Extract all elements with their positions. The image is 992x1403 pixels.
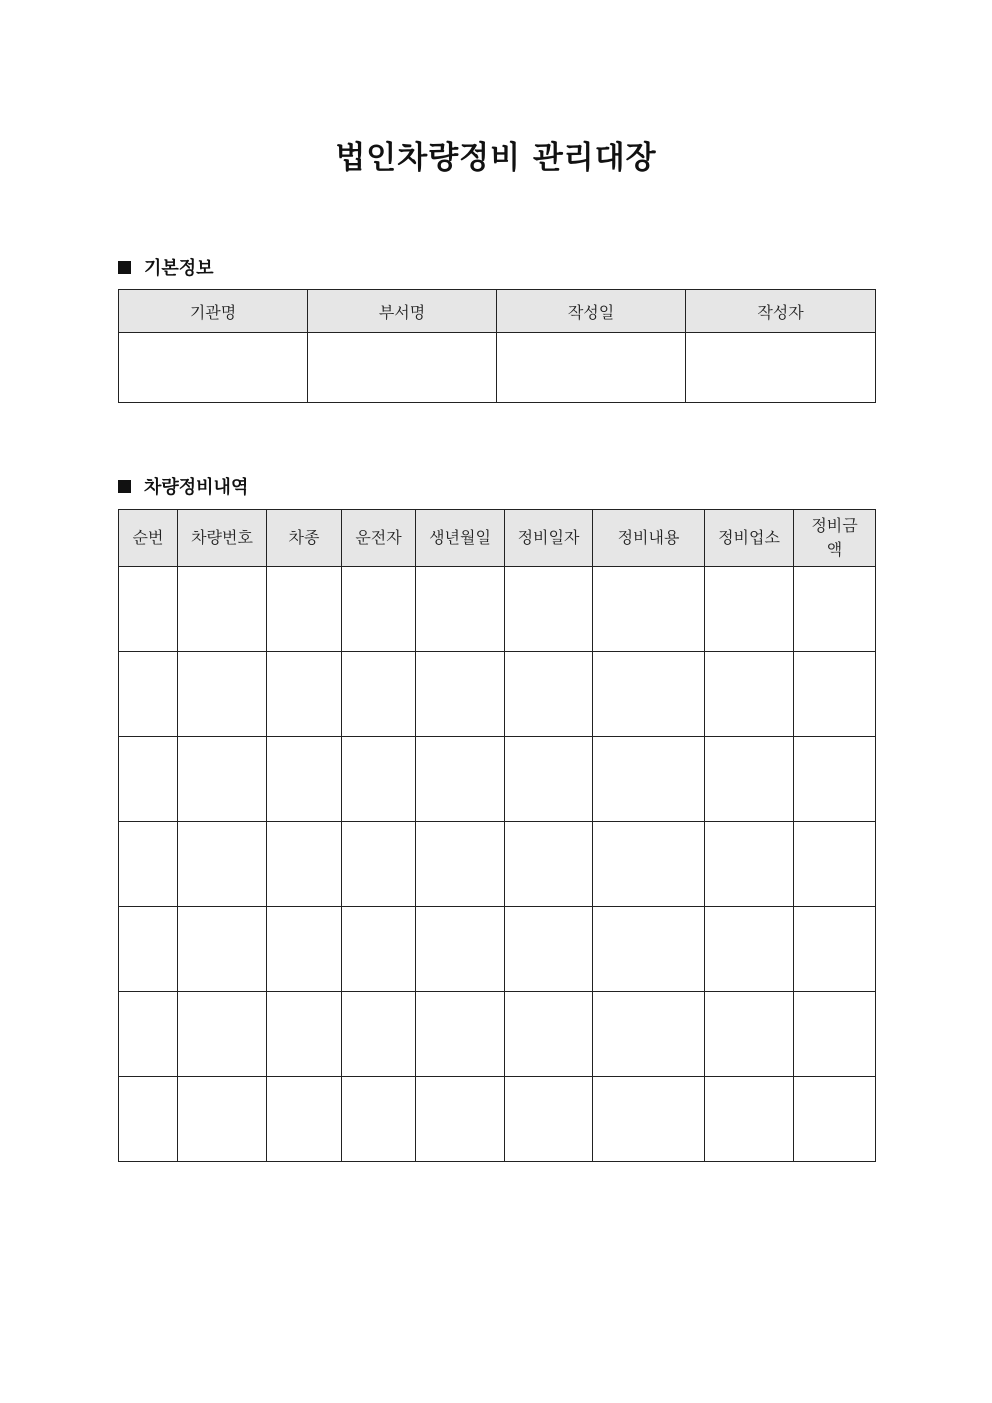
page-title: 법인차량정비 관리대장	[335, 140, 657, 176]
vehicle-number-cell[interactable]	[178, 822, 267, 907]
repair-shop-cell[interactable]	[705, 822, 794, 907]
square-bullet-icon	[118, 261, 131, 274]
driver-cell[interactable]	[342, 992, 416, 1077]
column-header-author: 작성자	[686, 290, 876, 333]
vehicle-type-cell[interactable]	[267, 737, 342, 822]
vehicle-number-cell[interactable]	[178, 992, 267, 1077]
birth-date-cell[interactable]	[416, 737, 505, 822]
driver-cell[interactable]	[342, 822, 416, 907]
column-header-maintenance-cost: 정비금액	[794, 510, 876, 567]
vehicle-type-cell[interactable]	[267, 567, 342, 652]
maintenance-date-cell[interactable]	[505, 652, 593, 737]
table-row	[119, 567, 876, 652]
vehicle-number-cell[interactable]	[178, 1077, 267, 1162]
agency-cell[interactable]	[119, 333, 308, 403]
column-header-driver: 운전자	[342, 510, 416, 567]
table-row	[119, 1077, 876, 1162]
repair-shop-cell[interactable]	[705, 907, 794, 992]
maintenance-cost-cell[interactable]	[794, 737, 876, 822]
driver-cell[interactable]	[342, 907, 416, 992]
maintenance-details-cell[interactable]	[593, 907, 705, 992]
maintenance-cost-cell[interactable]	[794, 567, 876, 652]
birth-date-cell[interactable]	[416, 652, 505, 737]
number-cell[interactable]	[119, 907, 178, 992]
maintenance-date-cell[interactable]	[505, 1077, 593, 1162]
section-heading-label: 기본정보	[144, 258, 214, 279]
birth-date-cell[interactable]	[416, 907, 505, 992]
driver-cell[interactable]	[342, 567, 416, 652]
number-cell[interactable]	[119, 652, 178, 737]
vehicle-number-cell[interactable]	[178, 907, 267, 992]
repair-shop-cell[interactable]	[705, 567, 794, 652]
column-header-maintenance-date: 정비일자	[505, 510, 593, 567]
maintenance-date-cell[interactable]	[505, 567, 593, 652]
column-header-birth-date: 생년월일	[416, 510, 505, 567]
maintenance-cost-cell[interactable]	[794, 652, 876, 737]
birth-date-cell[interactable]	[416, 822, 505, 907]
table-header-row	[119, 510, 876, 567]
square-bullet-icon	[118, 480, 131, 493]
table-row	[119, 822, 876, 907]
maintenance-date-cell[interactable]	[505, 737, 593, 822]
birth-date-cell[interactable]	[416, 1077, 505, 1162]
number-cell[interactable]	[119, 737, 178, 822]
column-header-repair-shop: 정비업소	[705, 510, 794, 567]
column-header-maintenance-details: 정비내용	[593, 510, 705, 567]
column-header-number: 순번	[119, 510, 178, 567]
basic-info-table	[118, 289, 876, 403]
table-row	[119, 333, 876, 403]
maintenance-details-cell[interactable]	[593, 1077, 705, 1162]
driver-cell[interactable]	[342, 737, 416, 822]
column-header-written-date: 작성일	[497, 290, 686, 333]
author-cell[interactable]	[686, 333, 876, 403]
column-header-vehicle-type: 차종	[267, 510, 342, 567]
maintenance-cost-cell[interactable]	[794, 1077, 876, 1162]
department-cell[interactable]	[308, 333, 497, 403]
section-heading-basic-info	[118, 254, 214, 280]
maintenance-details-cell[interactable]	[593, 567, 705, 652]
vehicle-type-cell[interactable]	[267, 907, 342, 992]
number-cell[interactable]	[119, 567, 178, 652]
repair-shop-cell[interactable]	[705, 992, 794, 1077]
table-row	[119, 992, 876, 1077]
number-cell[interactable]	[119, 822, 178, 907]
table-row	[119, 737, 876, 822]
vehicle-type-cell[interactable]	[267, 1077, 342, 1162]
maintenance-details-cell[interactable]	[593, 822, 705, 907]
vehicle-number-cell[interactable]	[178, 567, 267, 652]
maintenance-date-cell[interactable]	[505, 992, 593, 1077]
vehicle-number-cell[interactable]	[178, 737, 267, 822]
table-row	[119, 907, 876, 992]
maintenance-cost-cell[interactable]	[794, 822, 876, 907]
maintenance-cost-cell[interactable]	[794, 907, 876, 992]
driver-cell[interactable]	[342, 1077, 416, 1162]
driver-cell[interactable]	[342, 652, 416, 737]
vehicle-type-cell[interactable]	[267, 822, 342, 907]
repair-shop-cell[interactable]	[705, 737, 794, 822]
vehicle-type-cell[interactable]	[267, 992, 342, 1077]
maintenance-details-cell[interactable]	[593, 737, 705, 822]
table-row	[119, 652, 876, 737]
written-date-cell[interactable]	[497, 333, 686, 403]
repair-shop-cell[interactable]	[705, 652, 794, 737]
maintenance-records-table	[118, 509, 876, 1162]
birth-date-cell[interactable]	[416, 992, 505, 1077]
maintenance-date-cell[interactable]	[505, 907, 593, 992]
repair-shop-cell[interactable]	[705, 1077, 794, 1162]
maintenance-cost-cell[interactable]	[794, 992, 876, 1077]
column-header-agency: 기관명	[119, 290, 308, 333]
number-cell[interactable]	[119, 992, 178, 1077]
birth-date-cell[interactable]	[416, 567, 505, 652]
column-header-vehicle-number: 차량번호	[178, 510, 267, 567]
table-header-row	[119, 290, 876, 333]
maintenance-details-cell[interactable]	[593, 652, 705, 737]
section-heading-maintenance-records	[118, 473, 248, 499]
section-heading-label: 차량정비내역	[144, 477, 249, 498]
column-header-department: 부서명	[308, 290, 497, 333]
vehicle-type-cell[interactable]	[267, 652, 342, 737]
maintenance-date-cell[interactable]	[505, 822, 593, 907]
maintenance-details-cell[interactable]	[593, 992, 705, 1077]
vehicle-number-cell[interactable]	[178, 652, 267, 737]
number-cell[interactable]	[119, 1077, 178, 1162]
